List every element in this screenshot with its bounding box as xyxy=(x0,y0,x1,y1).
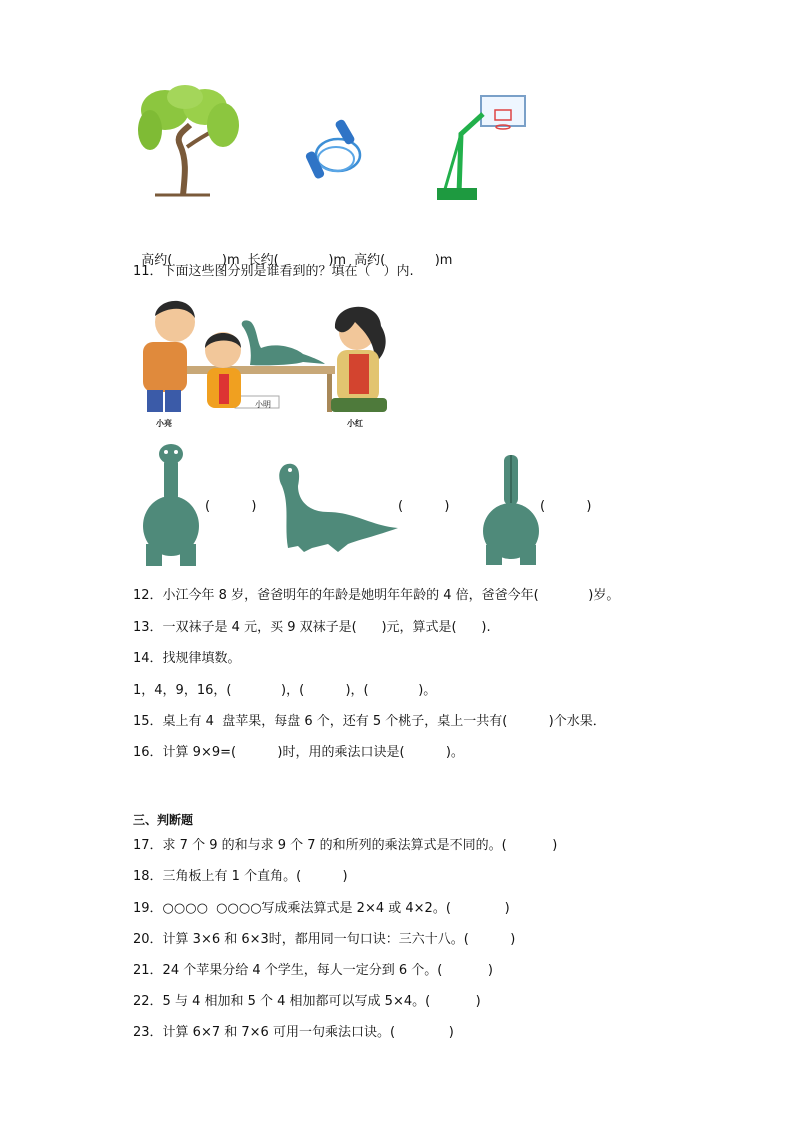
kids-and-dinosaur-scene xyxy=(135,292,393,412)
question-19: 19．○○○○ ○○○○写成乘法算式是 2×4 或 4×2。( ) xyxy=(133,901,510,916)
question-12: 12．小江今年 8 岁，爸爸明年的年龄是她明年年龄的 4 倍，爸爸今年( )岁。 xyxy=(133,588,620,603)
section-title-judgement: 三、判断题 xyxy=(133,813,194,827)
dinosaur-back-view xyxy=(480,451,542,565)
question-16: 16．计算 9×9=( )时，用的乘法口诀是( )。 xyxy=(133,745,464,760)
kid-label-xiaoliang: 小亮 xyxy=(156,419,172,428)
question-18: 18．三角板上有 1 个直角。( ) xyxy=(133,869,348,884)
question-22: 22．5 与 4 相加和 5 个 4 相加都可以写成 5×4。( ) xyxy=(133,994,481,1009)
basketball-hoop-image xyxy=(433,94,528,206)
question-13: 13．一双袜子是 4 元，买 9 双袜子是( )元，算式是( ). xyxy=(133,620,491,635)
tree-height-blank: 高约( )m xyxy=(141,253,240,268)
willow-tree-image xyxy=(135,85,245,197)
question-15: 15．桌上有 4 盘苹果，每盘 6 个，还有 5 个桃子，桌上一共有( )个水果． xyxy=(133,714,606,729)
kid-label-xiaoming: 小明 xyxy=(255,400,271,409)
q11-answer-blank-2: ( ) xyxy=(398,499,450,514)
hoop-height-blank: 高约( )m xyxy=(354,253,453,268)
question-14-sequence: 1，4，9，16，( )，( )，( )。 xyxy=(133,683,437,698)
q11-answer-blank-1: ( ) xyxy=(205,499,257,514)
kid-label-xiaohong: 小红 xyxy=(347,419,363,428)
rope-length-blank: 长约( )m xyxy=(247,253,347,268)
jump-rope-image xyxy=(292,115,382,187)
q11-answer-blank-3: ( ) xyxy=(540,499,592,514)
question-20: 20．计算 3×6 和 6×3时，都用同一句口诀：三六十八。( ) xyxy=(133,932,516,947)
question-23: 23．计算 6×7 和 7×6 可用一句乘法口诀。( ) xyxy=(133,1025,454,1040)
dinosaur-side-view xyxy=(268,456,400,554)
measure-labels-row xyxy=(133,234,452,268)
question-11: 11．下面这些图分别是谁看到的？填在（ ）内. xyxy=(133,264,414,279)
question-14: 14．找规律填数。 xyxy=(133,651,241,666)
question-17: 17．求 7 个 9 的和与求 9 个 7 的和所列的乘法算式是不同的。( ) xyxy=(133,838,558,853)
question-21: 21．24 个苹果分给 4 个学生，每人一定分到 6 个。( ) xyxy=(133,963,493,978)
dinosaur-front-view xyxy=(140,440,202,568)
